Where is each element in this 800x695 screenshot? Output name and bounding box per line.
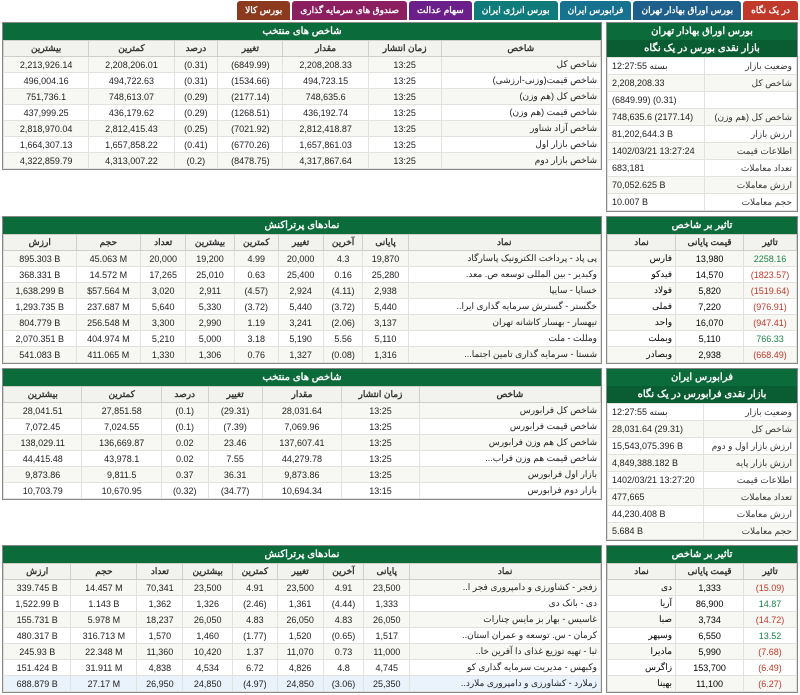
col-header[interactable]: زمان انتشار xyxy=(368,41,441,57)
table-row[interactable]: وکبدیر - بین المللی توسعه ص. معد. 25,280 0.16 25,400 0.63 25,010 17,265 14.572 M 368.331 B xyxy=(4,267,601,283)
table-row[interactable]: (6.27) 11,100 بهینا xyxy=(608,676,797,692)
table-row[interactable]: 766.33 5,110 وبملت xyxy=(608,331,797,347)
col-header[interactable]: کمترین xyxy=(89,41,174,57)
tab-dar-yek-negah[interactable]: در یک نگاه xyxy=(743,1,798,20)
col-header[interactable]: حجم xyxy=(71,564,137,580)
table-row[interactable]: شاخص بازار دوم 13:25 4,317,867.64 (8478.75) (0.2) 4,313,007.22 4,322,859.79 xyxy=(4,153,601,169)
table-row[interactable]: شاخص کل هم وزن فرابورس 13:25 137,607.41 23.46 0.02 136,669.87 138,029.11 xyxy=(4,435,601,451)
table-row[interactable]: 13.52 6,550 وسپهر xyxy=(608,628,797,644)
table-row[interactable]: غاسیس - بهار بز مایس چنارات 26,050 4.83 26,050 4.83 26,050 18,237 5.978 M 155.731 B xyxy=(4,612,601,628)
table-row: وضعیت بازار بسته 12:27:55 xyxy=(608,58,797,75)
tse-active-panel xyxy=(2,216,602,364)
table-row: ارزش معاملات 70,052.625 B xyxy=(608,177,797,194)
col-header[interactable]: تعداد xyxy=(141,235,186,251)
col-header[interactable]: نماد xyxy=(410,564,601,580)
tse-header-title: بورس اوراق بهادار تهران xyxy=(607,23,797,40)
table-row: تعداد معاملات 683,181 xyxy=(608,160,797,177)
table-row[interactable]: (668.49) 2,938 وبصادر xyxy=(608,347,797,363)
tse-influence-panel xyxy=(606,216,798,364)
col-header[interactable]: نماد xyxy=(608,235,676,251)
col-header[interactable]: قیمت پایانی xyxy=(676,235,744,251)
ifb-active-panel xyxy=(2,545,602,693)
table-row: تعداد معاملات 477,665 xyxy=(608,489,797,506)
table-row[interactable]: (1823.57) 14,570 فیدکو xyxy=(608,267,797,283)
table-row[interactable]: شاخص بازار اول 13:25 1,657,861.03 (6770.26) (0.41) 1,657,858.22 1,664,307.13 xyxy=(4,137,601,153)
tse-summary-panel xyxy=(606,22,798,212)
table-row[interactable]: ثبا - تهیه توزیع غذای دا آفرین خا.. 11,000 0.73 11,070 1.37 10,420 11,360 22.348 M 245.93 B xyxy=(4,644,601,660)
tse-index-panel xyxy=(2,22,602,170)
table-row[interactable]: بازار اول فرابورس 13:25 9,873.86 36.31 0.37 9,811.5 9,873.86 xyxy=(4,467,601,483)
col-header[interactable]: ارزش xyxy=(4,564,71,580)
table-row: شاخص کل 28,031.64 (29.31) xyxy=(608,421,797,438)
tse-summary-title: بازار نقدی بورس در یک نگاه xyxy=(607,40,797,57)
top-tab-bar[interactable] xyxy=(0,0,800,20)
table-row[interactable]: شاخص قیمت(وزنی-ارزشی) 13:25 494,723.15 (1534.66) (0.31) 494,722.63 496,004.16 xyxy=(4,73,601,89)
table-row[interactable]: (7.68) 5,990 مادیرا xyxy=(608,644,797,660)
table-row[interactable]: شاخص آزاد شناور 13:25 2,812,418.87 (7021.92) (0.25) 2,812,415.43 2,818,970.04 xyxy=(4,121,601,137)
col-header[interactable]: بیشترین xyxy=(183,564,233,580)
table-row[interactable]: شاخص کل فرابورس 13:25 28,031.64 (29.31) (0.1) 27,851.58 28,041.51 xyxy=(4,403,601,419)
table-row[interactable]: بازار دوم فرابورس 13:15 10,694.34 (34.77) (0.32) 10,670.95 10,703.79 xyxy=(4,483,601,499)
col-header[interactable]: مقدار xyxy=(262,387,341,403)
tse-influence-table xyxy=(607,234,797,363)
tab-commodity-exchange[interactable]: بورس کالا xyxy=(237,1,290,20)
tab-tse[interactable]: بورس اوراق بهادار تهران xyxy=(633,1,741,20)
col-header[interactable]: تاثیر xyxy=(744,564,797,580)
col-header[interactable]: بیشترین xyxy=(186,235,235,251)
tse-active-title: نمادهای پرتراکنش xyxy=(3,217,601,234)
col-header[interactable]: تغییر xyxy=(278,235,323,251)
ifb-influence-table xyxy=(607,563,797,692)
col-header[interactable]: حجم xyxy=(76,235,141,251)
ifb-index-panel xyxy=(2,368,602,500)
table-row: اطلاعات قیمت 1402/03/21 13:27:20 xyxy=(608,472,797,489)
ifb-index-table xyxy=(3,386,601,499)
col-header[interactable]: مقدار xyxy=(283,41,368,57)
col-header[interactable]: کمترین xyxy=(233,564,278,580)
ifb-summary-panel xyxy=(606,368,798,541)
ifb-index-title: شاخص های منتخب xyxy=(3,369,601,386)
col-header[interactable]: نماد xyxy=(408,235,600,251)
table-row: ارزش بازار اول و دوم 15,543,075.396 B xyxy=(608,438,797,455)
table-row: ارزش معاملات 44,230.408 B xyxy=(608,506,797,523)
col-header[interactable]: آخرین xyxy=(323,235,363,251)
col-header[interactable]: زمان انتشار xyxy=(342,387,420,403)
col-header[interactable]: شاخص xyxy=(419,387,600,403)
col-header[interactable]: تغییر xyxy=(218,41,283,57)
tab-ifb[interactable]: فرابورس ایران xyxy=(560,1,632,20)
table-row[interactable]: زملارد - کشاورزی و دامپروری ملارد.. 25,350 (3.06) 24,850 (4.97) 24,850 26,950 27.17 M 688.879 B xyxy=(4,676,601,692)
table-row: شاخص کل 2,208,208.33 xyxy=(608,75,797,92)
tse-section xyxy=(0,20,800,366)
table-row: وضعیت بازار بسته 12:27:55 xyxy=(608,404,797,421)
table-row[interactable]: شاخص قیمت فرابورس 13:25 7,069.96 (7.39) (0.1) 7,024.55 7,072.45 xyxy=(4,419,601,435)
col-header[interactable]: ارزش xyxy=(4,235,77,251)
table-row[interactable]: ومللت - ملت 5,110 5.56 5,190 3.18 5,000 5,210 404.974 M 2,070.351 B xyxy=(4,331,601,347)
col-header[interactable]: شاخص xyxy=(441,41,600,57)
table-row[interactable]: (947.41) 16,070 واحد xyxy=(608,315,797,331)
table-row[interactable]: (6.49) 153,700 زاگرس xyxy=(608,660,797,676)
tse-active-table xyxy=(3,234,601,363)
table-row[interactable]: 14.87 86,900 آریا xyxy=(608,596,797,612)
table-row[interactable]: شاخص کل 13:25 2,208,208.33 (6849.99) (0.31) 2,208,206.01 2,213,926.14 xyxy=(4,57,601,73)
table-row: ارزش بازار پایه 4,849,388.182 B xyxy=(608,455,797,472)
table-row: شاخص کل (هم وزن) 748,635.6 (2177.14) xyxy=(608,109,797,126)
table-row[interactable]: پی پاد - پرداخت الکترونیک پاسارگاد 19,870 4.3 20,000 4.99 19,200 20,000 45.063 M 895.303 B xyxy=(4,251,601,267)
col-header[interactable]: تغییر xyxy=(208,387,262,403)
table-row: اطلاعات قیمت 1402/03/21 13:27:24 xyxy=(608,143,797,160)
col-header[interactable]: تغییر xyxy=(277,564,323,580)
tse-summary-table xyxy=(607,57,797,211)
table-row[interactable]: (976.91) 7,220 فملی xyxy=(608,299,797,315)
ifb-influence-title: تاثیر بر شاخص xyxy=(607,546,797,563)
table-row[interactable]: خگستر - گسترش سرمایه گذاری ایرا.. 5,440 (3.72) 5,440 (3.72) 5,330 5,640 237.687 M 1,293.735 B xyxy=(4,299,601,315)
table-row[interactable]: وکبهس - مدیریت سرمایه گذاری کو 4,745 4.8 4,826 6.72 4,534 4,838 31.911 M 151.424 B xyxy=(4,660,601,676)
tse-index-title: شاخص های منتخب xyxy=(3,23,601,40)
table-row[interactable]: شاخص قیمت (هم وزن) 13:25 436,192.74 (1268.51) (0.29) 436,179.62 437,999.25 xyxy=(4,105,601,121)
tse-influence-title: تاثیر بر شاخص xyxy=(607,217,797,234)
col-header[interactable]: بیشترین xyxy=(4,387,82,403)
col-header[interactable]: نماد xyxy=(608,564,676,580)
ifb-header-title: فرابورس ایران xyxy=(607,369,797,386)
tab-energy-exchange[interactable]: بورس انرژی ایران xyxy=(474,1,558,20)
table-row[interactable]: تیهسار - بهسار کاشانه تهران 3,137 (2.06) 3,241 1.19 2,990 3,300 256.548 M 804.779 B xyxy=(4,315,601,331)
table-row[interactable]: (14.72) 3,734 صبا xyxy=(608,612,797,628)
table-row[interactable]: (1519.64) 5,820 فولاد xyxy=(608,283,797,299)
col-header[interactable]: کمترین xyxy=(234,235,278,251)
col-header[interactable]: آخرین xyxy=(323,564,364,580)
ifb-influence-panel xyxy=(606,545,798,693)
table-row[interactable]: شاخص قیمت هم وزن فراب... 13:25 44,279.78 7.55 0.02 43,978.1 44,415.48 xyxy=(4,451,601,467)
table-row[interactable]: دی - بانک دی 1,333 (4.44) 1,361 (2.46) 1,326 1,362 1.143 B 1,522.99 B xyxy=(4,596,601,612)
col-header[interactable]: تاثیر xyxy=(744,235,797,251)
col-header[interactable]: درصد xyxy=(174,41,218,57)
table-row[interactable]: شستا - سرمایه گذاری تامین اجتما... 1,316 (0.08) 1,327 0.76 1,306 1,330 411.065 M 541.083 B xyxy=(4,347,601,363)
table-row[interactable]: شاخص کل (هم وزن) 13:25 748,635.6 (2177.14) (0.29) 748,613.07 751,736.1 xyxy=(4,89,601,105)
table-row[interactable]: 2258.16 13,980 فارس xyxy=(608,251,797,267)
col-header[interactable]: پایانی xyxy=(364,564,410,580)
col-header[interactable]: کمترین xyxy=(82,387,161,403)
ifb-summary-title: بازار نقدی فرابورس در یک نگاه xyxy=(607,386,797,403)
table-row[interactable]: زفجر - کشاورزی و دامپروری فجر ا.. 23,500 4.91 23,500 4.91 23,500 70,341 14.457 M 339.745 B xyxy=(4,580,601,596)
col-header[interactable]: بیشترین xyxy=(4,41,89,57)
ifb-summary-table xyxy=(607,403,797,540)
table-row[interactable]: خساپا - سایپا 2,938 (4.11) 2,924 (4.57) 2,911 3,020 $57.564 M 1,638.299 B xyxy=(4,283,601,299)
table-row[interactable]: کرمان - س. توسعه و عمران استان.. 1,517 (0.65) 1,520 (1.77) 1,460 1,570 316.713 M 480.317 B xyxy=(4,628,601,644)
col-header[interactable]: قیمت پایانی xyxy=(676,564,744,580)
ifb-active-title: نمادهای پرتراکنش xyxy=(3,546,601,563)
table-row: ارزش بازار 81,202,644.3 B xyxy=(608,126,797,143)
table-row: حجم معاملات 10.007 B xyxy=(608,194,797,211)
table-row[interactable]: (15.09) 1,333 دی xyxy=(608,580,797,596)
table-row: حجم معاملات 5.684 B xyxy=(608,523,797,540)
col-header[interactable]: درصد xyxy=(161,387,208,403)
col-header[interactable]: پایانی xyxy=(363,235,408,251)
ifb-active-table xyxy=(3,563,601,692)
tse-index-table xyxy=(3,40,601,169)
tab-sahame-edalat[interactable]: سهام عدالت xyxy=(409,1,472,20)
table-row: (6849.99) (0.31) xyxy=(608,92,797,109)
ifb-section xyxy=(0,366,800,695)
tab-investment-funds[interactable]: صندوق های سرمایه گذاری xyxy=(292,1,407,20)
col-header[interactable]: تعداد xyxy=(137,564,183,580)
